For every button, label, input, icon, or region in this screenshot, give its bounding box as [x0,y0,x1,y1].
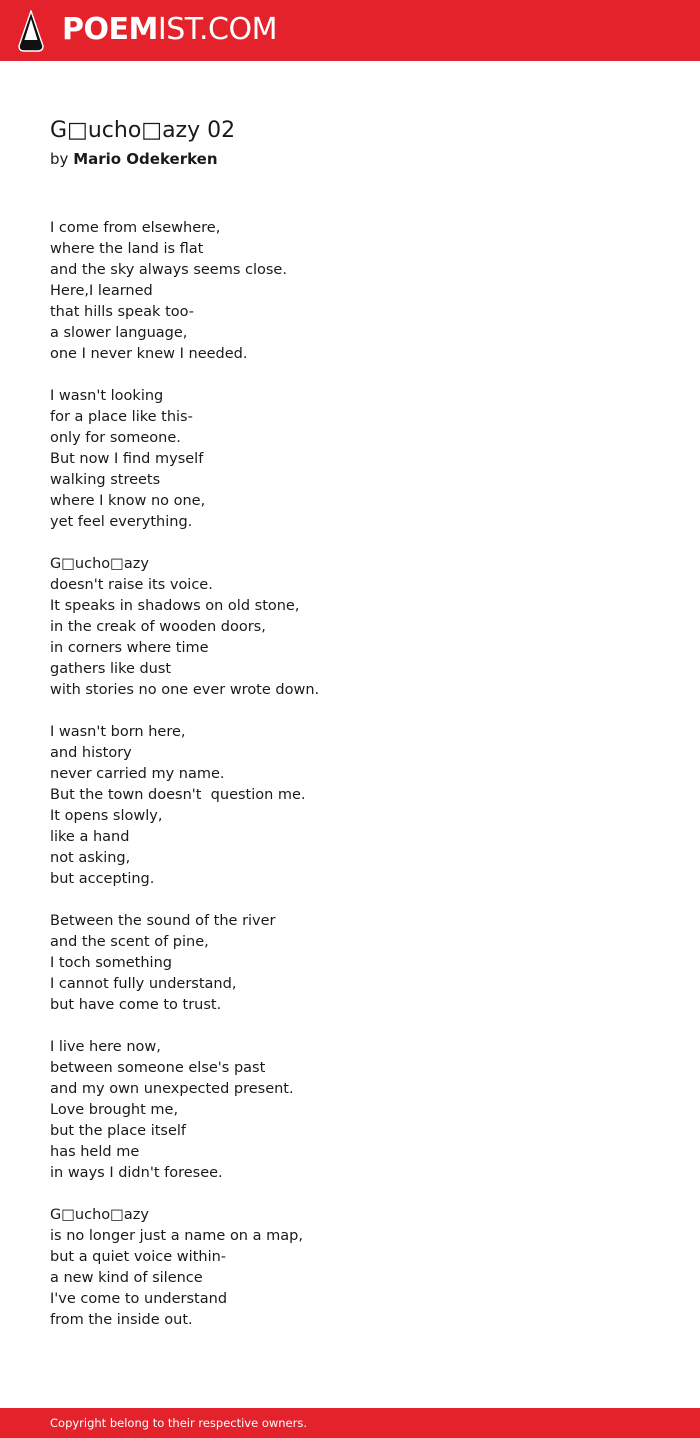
poem-line: for a place like this- [50,409,193,425]
poem-line: I wasn't looking [50,388,164,404]
stanza-break [50,365,670,386]
poem-line: only for someone. [50,430,181,446]
poem-line: It speaks in shadows on old stone, [50,598,300,614]
byline [50,149,218,169]
poem-line: with stories no one ever wrote down. [50,682,320,698]
poem-line: that hills speak too- [50,304,194,320]
author-name[interactable]: Mario Odekerken [73,150,218,168]
poem-line: has held me [50,1144,140,1160]
poem-line: walking streets [50,472,161,488]
stanza-break [50,1184,670,1205]
copyright-text: Copyright belong to their respective owners. [50,1416,308,1430]
poem-line: one I never knew I needed. [50,346,248,362]
poem-line: But now I find myself [50,451,204,467]
poem-line: I've come to understand [50,1291,228,1307]
poem-line: and history [50,745,132,761]
poem-line: gathers like dust [50,661,172,677]
poem-line: not asking, [50,850,131,866]
stanza-break [50,701,670,722]
poem-line: in corners where time [50,640,209,656]
poem-line: in the creak of wooden doors, [50,619,266,635]
stanza [50,218,670,365]
poem-line: G□ucho□azy [50,556,149,572]
poem-line: but have come to trust. [50,997,222,1013]
poem-title: G□ucho□azy 02 [50,118,236,143]
poem-line: where I know no one, [50,493,206,509]
poem-body [50,218,670,1331]
stanza [50,554,670,701]
poem-line: G□ucho□azy [50,1207,149,1223]
poem-line: from the inside out. [50,1312,193,1328]
poem-line: is no longer just a name on a map, [50,1228,303,1244]
stanza [50,386,670,533]
poem-line: never carried my name. [50,766,225,782]
poem-line: It opens slowly, [50,808,163,824]
poem-line: I wasn't born here, [50,724,186,740]
poem-line: Love brought me, [50,1102,179,1118]
poem-line: and the sky always seems close. [50,262,287,278]
logo-light-text: IST.COM [157,12,277,47]
stanza-break [50,533,670,554]
poem-line: between someone else's past [50,1060,266,1076]
stanza [50,911,670,1016]
poem-line: but a quiet voice within- [50,1249,227,1265]
poem-line: like a hand [50,829,130,845]
poem-line: Between the sound of the river [50,913,276,929]
poem-line: but accepting. [50,871,155,887]
poem-line: But the town doesn't question me. [50,787,306,803]
poem-line: in ways I didn't foresee. [50,1165,223,1181]
poem-line: a slower language, [50,325,188,341]
stanza-break [50,890,670,911]
poem-line: yet feel everything. [50,514,193,530]
poem-line: I cannot fully understand, [50,976,237,992]
poem-line: doesn't raise its voice. [50,577,213,593]
poem-line: where the land is flat [50,241,204,257]
poem-line: I toch something [50,955,172,971]
poem-line: a new kind of silence [50,1270,203,1286]
pen-nib-icon[interactable] [18,10,44,52]
poem-line: I live here now, [50,1039,161,1055]
stanza-break [50,1016,670,1037]
by-label: by [50,150,69,168]
stanza [50,722,670,890]
poem-line: and the scent of pine, [50,934,209,950]
site-logo[interactable] [62,12,277,48]
poem-line: but the place itself [50,1123,187,1139]
stanza [50,1205,670,1331]
poem-line: I come from elsewhere, [50,220,221,236]
logo-bold-text: POEM [62,12,158,47]
poem-line: and my own unexpected present. [50,1081,294,1097]
site-footer [0,1408,700,1438]
poem-line: Here,I learned [50,283,153,299]
stanza [50,1037,670,1184]
site-header [0,0,700,61]
